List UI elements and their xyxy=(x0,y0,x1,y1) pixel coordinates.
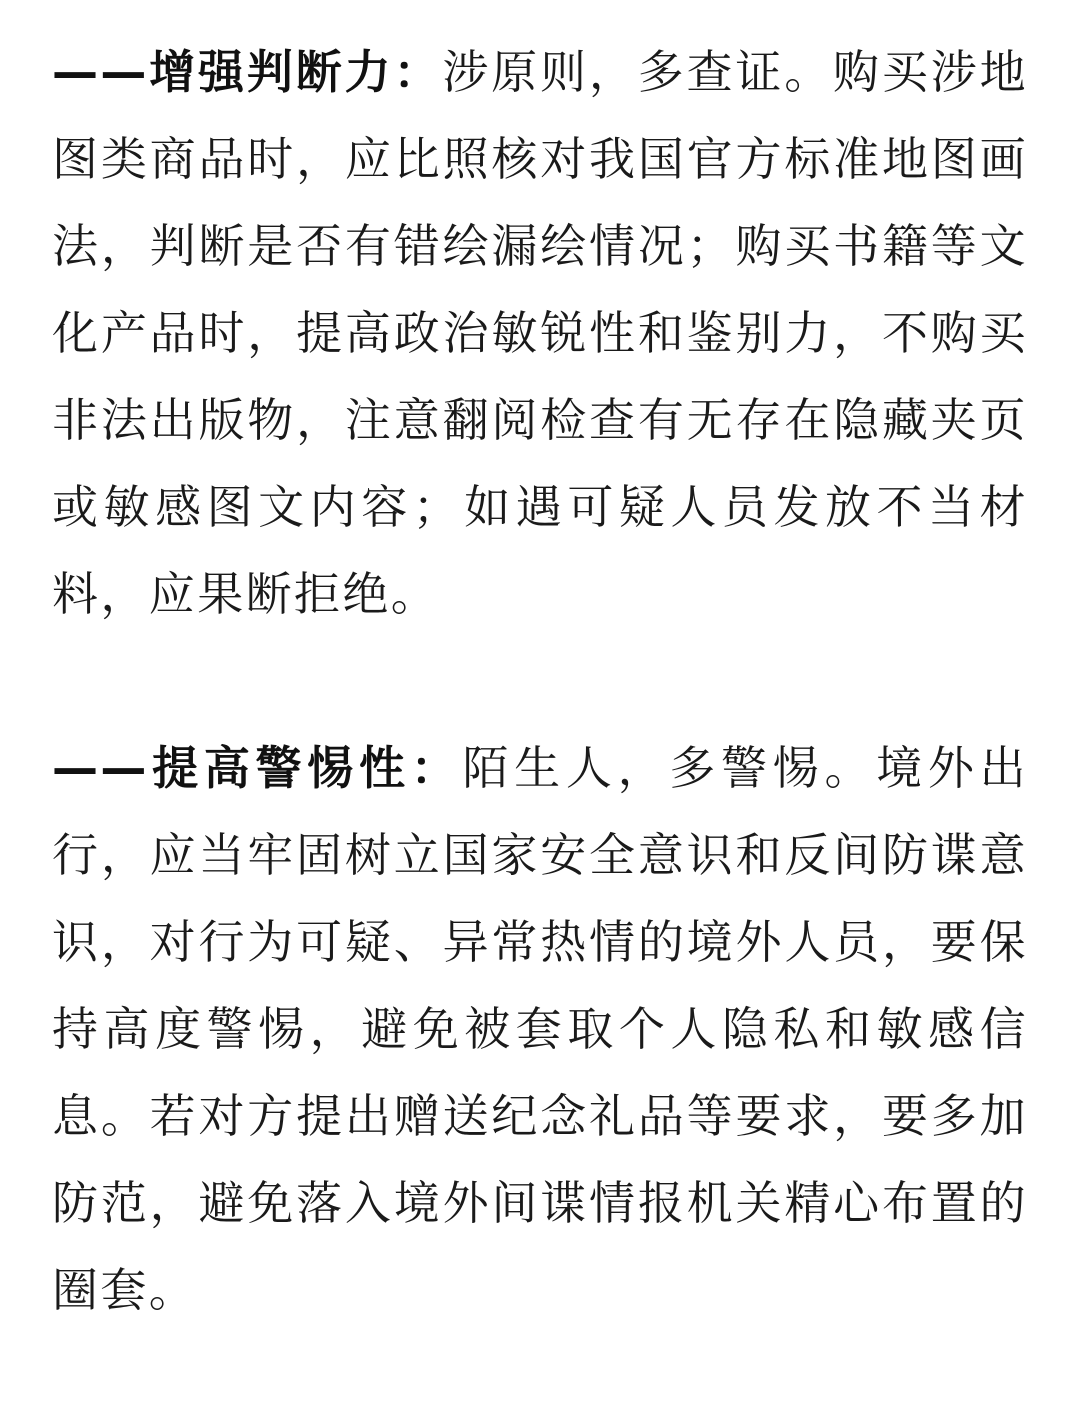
paragraph-heading-judgment: ——增强判断力： xyxy=(52,45,443,99)
paragraph-heading-vigilance: ——提高警惕性： xyxy=(52,741,463,795)
article-body xyxy=(52,29,1028,1334)
paragraph-judgment xyxy=(52,29,1028,638)
paragraph-text-judgment: 涉原则，多查证。购买涉地图类商品时，应比照核对我国官方标准地图画法，判断是否有错绘漏绘情况；购买书籍等文化产品时，提高政治敏锐性和鉴别力，不购买非法出版物，注意翻阅检查有无存在隐藏夹页或敏感图文内容；如遇可疑人员发放不当材料，应果断拒绝。 xyxy=(52,45,1028,621)
paragraph-text-vigilance: 陌生人，多警惕。境外出行，应当牢固树立国家安全意识和反间防谍意识，对行为可疑、异常热情的境外人员，要保持高度警惕，避免被套取个人隐私和敏感信息。若对方提出赠送纪念礼品等要求，要多加防范，避免落入境外间谍情报机关精心布置的圈套。 xyxy=(52,741,1028,1317)
paragraph-vigilance xyxy=(52,725,1028,1334)
